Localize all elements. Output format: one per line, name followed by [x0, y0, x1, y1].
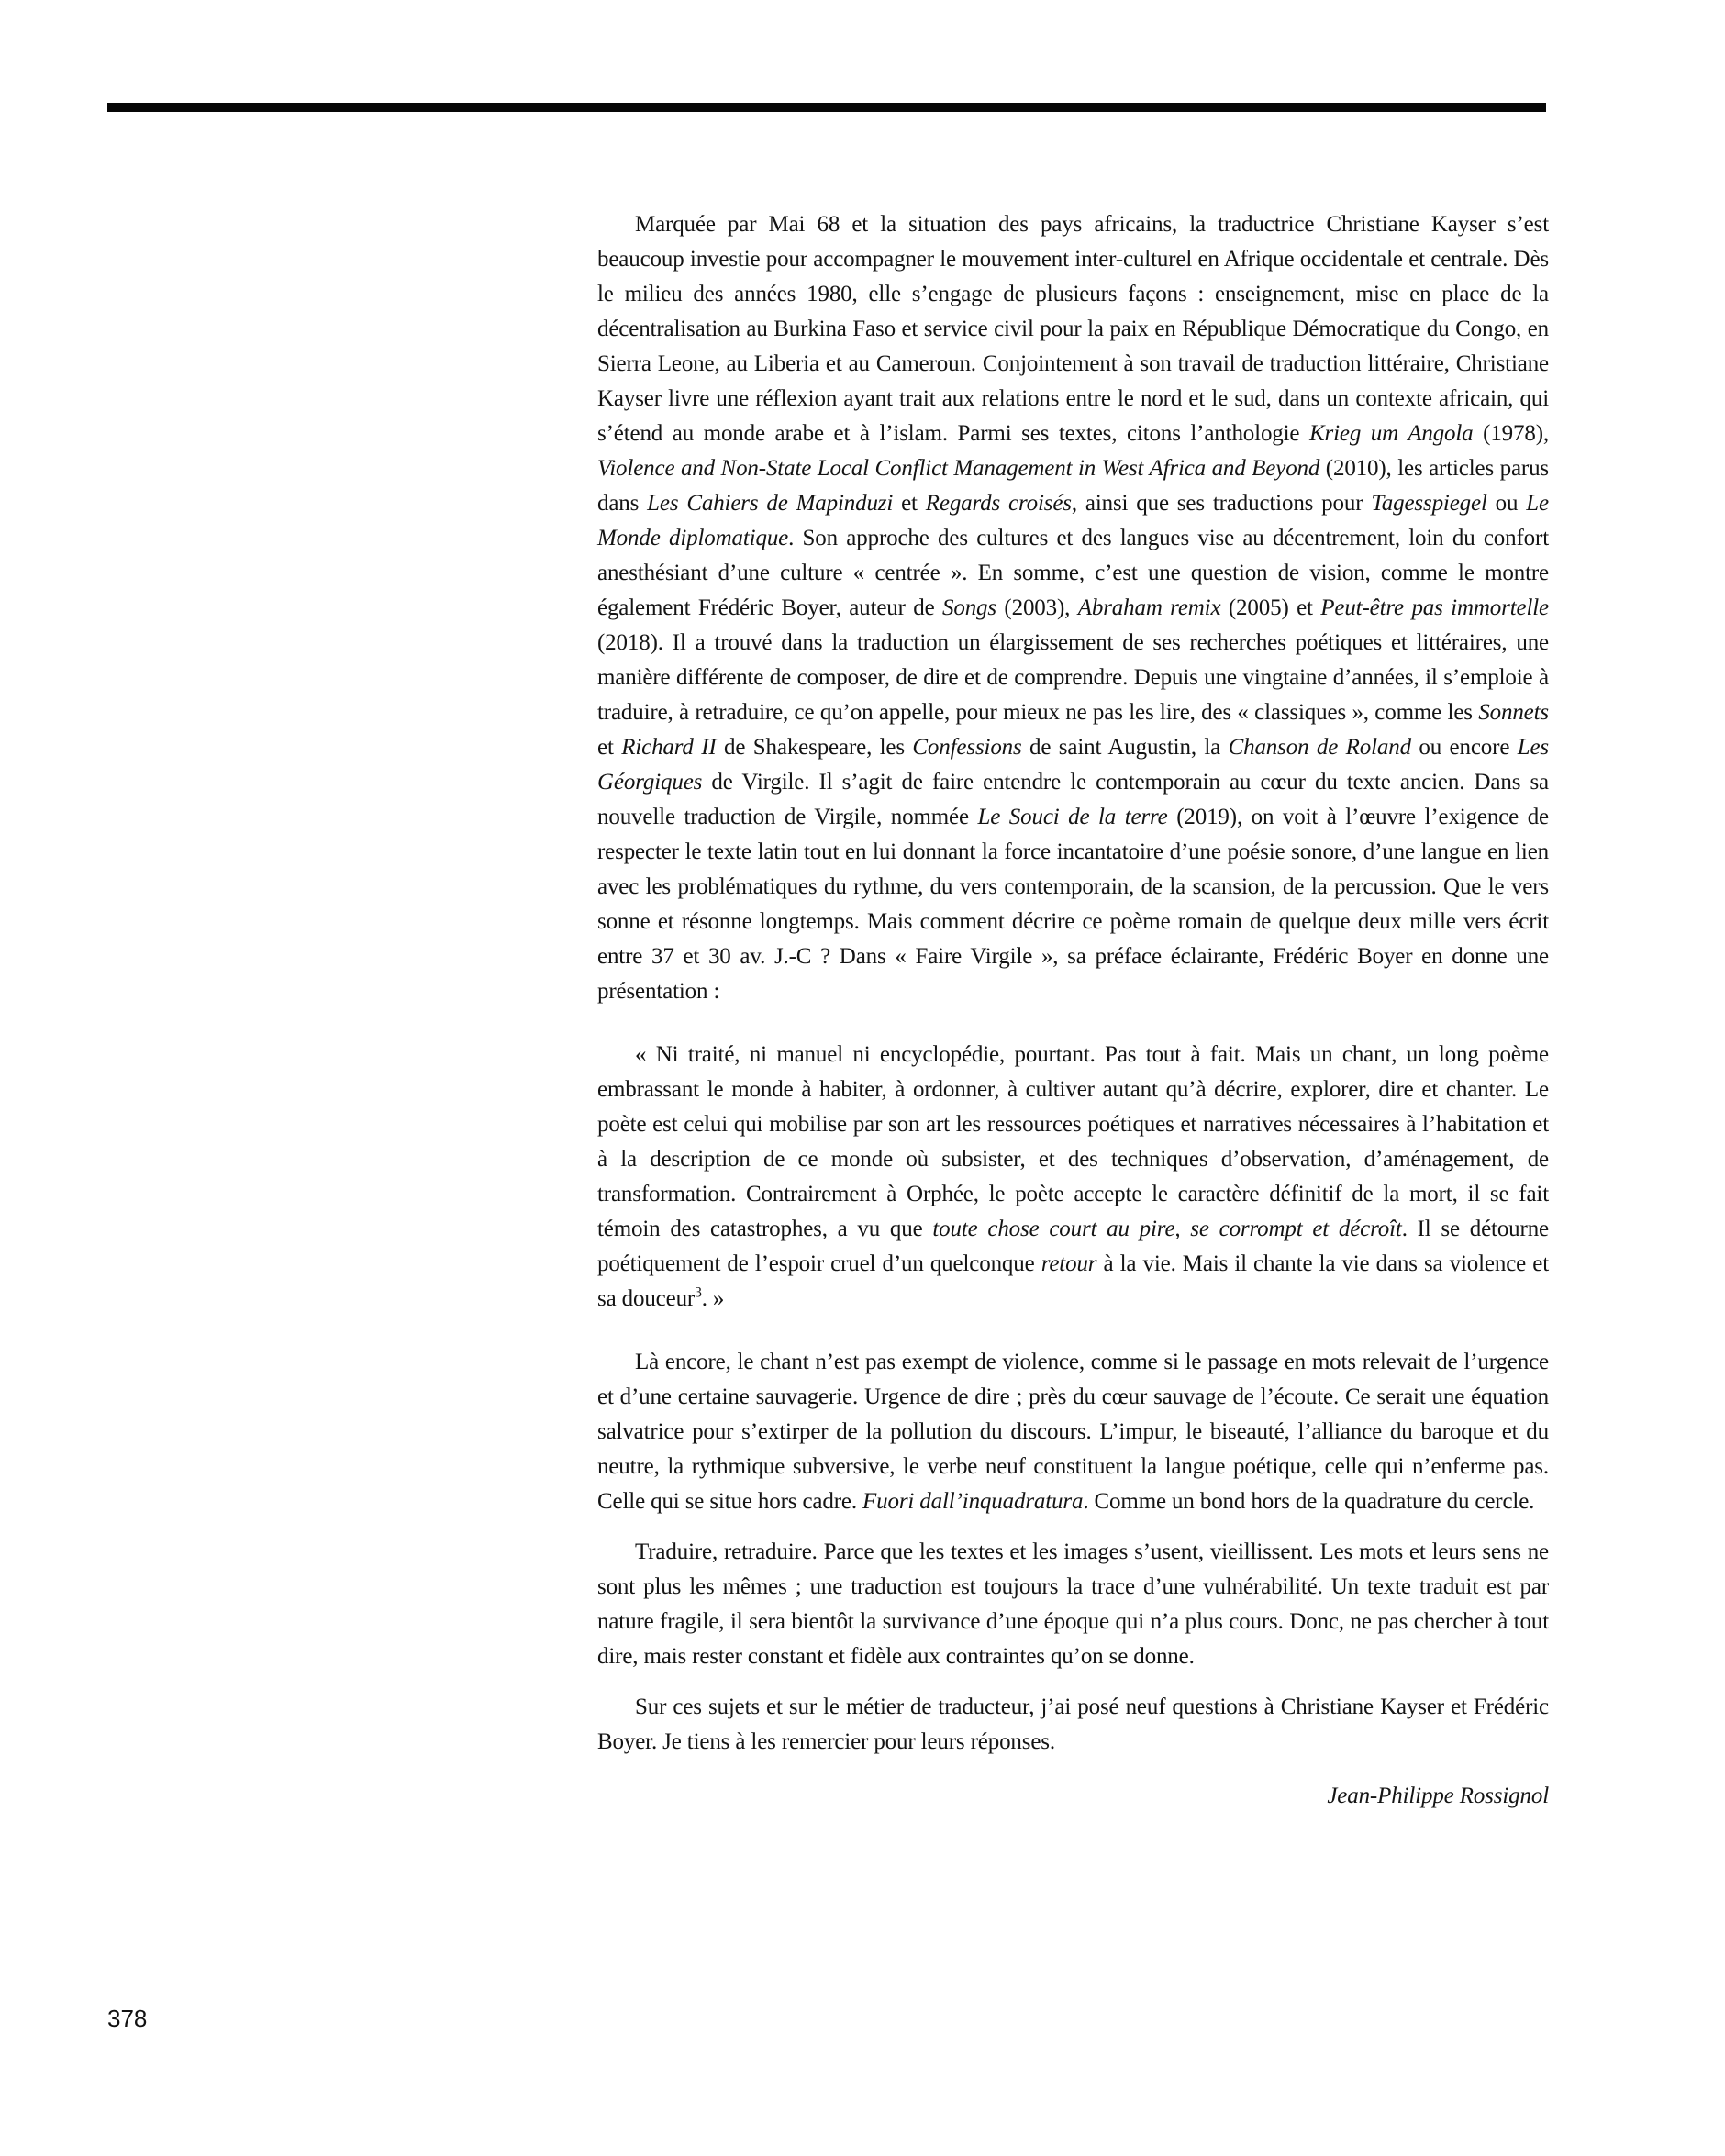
quote-paragraph	[597, 1038, 1549, 1317]
text-segment: . Comme un bond hors de la quadrature du cercle.	[1083, 1489, 1535, 1514]
text-segment: (2010), les articles parus dans	[597, 456, 1550, 516]
text-segment: Là encore, le chant n’est pas exempt de violence, comme si le passage en mots relevait de l’urgence et d’une certaine sauvagerie. Urgence de dire ; près du cœur sauvage de l’écoute. Ce serait une équation salvatrice pour s’extirper de la pollution du discours. L’impur, le biseauté, l’alliance du baroque et du neutre, la rythmique subversive, le verbe neuf constituent la langue poétique, celle qui n’enferme pas. Celle qui se situe hors cadre.	[597, 1350, 1549, 1514]
italic-text: Les Cahiers de Mapinduzi	[647, 491, 894, 516]
italic-text: Krieg um Angola	[1309, 421, 1474, 446]
italic-text: Regards croisés	[925, 491, 1072, 516]
text-segment: (2003),	[996, 595, 1078, 620]
italic-text: Sonnets	[1478, 700, 1549, 725]
italic-text: toute chose court au pire, se corrompt et décroît	[932, 1217, 1402, 1241]
text-segment: . Son approche des cultures et des langues vise au décentrement, loin du confort anesthésiant d’une culture « centrée ». En somme, c’est une question de vision, comme le montre également Frédéric Boyer, auteur de	[597, 526, 1550, 620]
italic-text: Songs	[942, 595, 996, 620]
italic-text: Violence and Non-State Local Conflict Management in West Africa and Beyond	[597, 456, 1320, 481]
footnote-ref: 3	[695, 1284, 702, 1301]
text-segment: et	[893, 491, 926, 516]
text-segment: (2018). Il a trouvé dans la traduction un élargissement de ses recherches poétiques et littéraires, une manière différente de composer, de dire et de comprendre. Depuis une vingtaine d’années, il s’emploie à traduire, à retraduire, ce qu’on appelle, pour mieux ne pas les lire, des « classiques », comme les	[597, 630, 1549, 725]
italic-text: Peut-être pas immortelle	[1320, 595, 1549, 620]
text-segment: de saint Augustin, la	[1021, 735, 1229, 760]
text-segment: de Shakespeare, les	[716, 735, 913, 760]
italic-text: Richard II	[621, 735, 717, 760]
italic-text: Les Géorgiques	[597, 735, 1550, 795]
italic-text: Confessions	[912, 735, 1022, 760]
body-paragraph	[597, 1345, 1549, 1519]
italic-text: Le Monde diplomatique	[597, 491, 1549, 550]
italic-text: Fuori dall’inquadratura	[862, 1489, 1084, 1514]
text-segment: et	[597, 735, 622, 760]
body-paragraph	[597, 207, 1549, 1009]
body-paragraph	[597, 1690, 1549, 1760]
author-signature: Jean-Philippe Rossignol	[1327, 1784, 1549, 1808]
paragraph-list	[597, 207, 1549, 1760]
text-segment: (2005) et	[1220, 595, 1321, 620]
text-segment: de Virgile. Il s’agit de faire entendre le contemporain au cœur du texte ancien. Dans sa nouvelle traduction de Virgile, nommée	[597, 770, 1549, 829]
text-segment: Sur ces sujets et sur le métier de traducteur, j’ai posé neuf questions à Christiane Kayser et Frédéric Boyer. Je tiens à les remercier pour leurs réponses.	[597, 1695, 1549, 1754]
text-segment: « Ni traité, ni manuel ni encyclopédie, pourtant. Pas tout à fait. Mais un chant, un long poème embrassant le monde à habiter, à ordonner, à cultiver autant qu’à décrire, explorer, dire et chanter. Le poète est celui qui mobilise par son art les ressources poétiques et narratives nécessaires à l’habitation et à la description de ce monde où subsister, et des techniques d’observation, d’aménagement, de transformation. Contrairement à Orphée, le poète accepte le caractère définitif de la mort, il se fait témoin des catastrophes, a vu que	[597, 1042, 1549, 1241]
italic-text: retour	[1041, 1251, 1097, 1276]
italic-text: Abraham remix	[1077, 595, 1221, 620]
text-segment: . »	[701, 1286, 725, 1311]
italic-text: Chanson de Roland	[1228, 735, 1411, 760]
body-paragraph	[597, 1535, 1549, 1674]
text-segment: (1978),	[1473, 421, 1550, 446]
italic-text: Tagesspiegel	[1371, 491, 1487, 516]
text-column	[597, 207, 1549, 1814]
text-segment: . Il se détourne poétiquement de l’espoir cruel d’un quelconque	[597, 1217, 1549, 1276]
text-segment: ou encore	[1410, 735, 1518, 760]
text-segment: , ainsi que ses traductions pour	[1071, 491, 1372, 516]
text-segment: (2019), on voit à l’œuvre l’exigence de respecter le texte latin tout en lui donnant la force incantatoire d’une poésie sonore, d’une langue en lien avec les problématiques du rythme, du vers contemporain, de la scansion, de la percussion. Que le vers sonne et résonne longtemps. Mais comment décrire ce poème romain de quelque deux mille vers écrit entre 37 et 30 av. J.-C ? Dans « Faire Virgile », sa préface éclairante, Frédéric Boyer en donne une présentation :	[597, 805, 1549, 1004]
text-segment: à la vie. Mais il chante la vie dans sa violence et sa douceur	[597, 1251, 1549, 1311]
text-segment: ou	[1486, 491, 1527, 516]
text-segment: Marquée par Mai 68 et la situation des pays africains, la traductrice Christiane Kayser s’est beaucoup investie pour accompagner le mouvement inter-culturel en Afrique occidentale et centrale. Dès le milieu des années 1980, elle s’engage de plusieurs façons : enseignement, mise en place de la décentralisation au Burkina Faso et service civil pour la paix en République Démocratique du Congo, en Sierra Leone, au Liberia et au Cameroun. Conjointement à son travail de traduction littéraire, Christiane Kayser livre une réflexion ayant trait aux relations entre le nord et le sud, dans un contexte africain, qui s’étend au monde arabe et à l’islam. Parmi ses textes, citons l’anthologie	[597, 212, 1549, 446]
italic-text: Le Souci de la terre	[977, 805, 1168, 829]
page-number: 378	[107, 2005, 148, 2032]
text-segment: Traduire, retraduire. Parce que les textes et les images s’usent, vieillissent. Les mots et leurs sens ne sont plus les mêmes ; une traduction est toujours la trace d’une vulnérabilité. Un texte traduit est par nature fragile, il sera bientôt la survivance d’une époque qui n’a plus cours. Donc, ne pas chercher à tout dire, mais rester constant et fidèle aux contraintes qu’on se donne.	[597, 1539, 1549, 1669]
top-rule	[107, 103, 1546, 112]
